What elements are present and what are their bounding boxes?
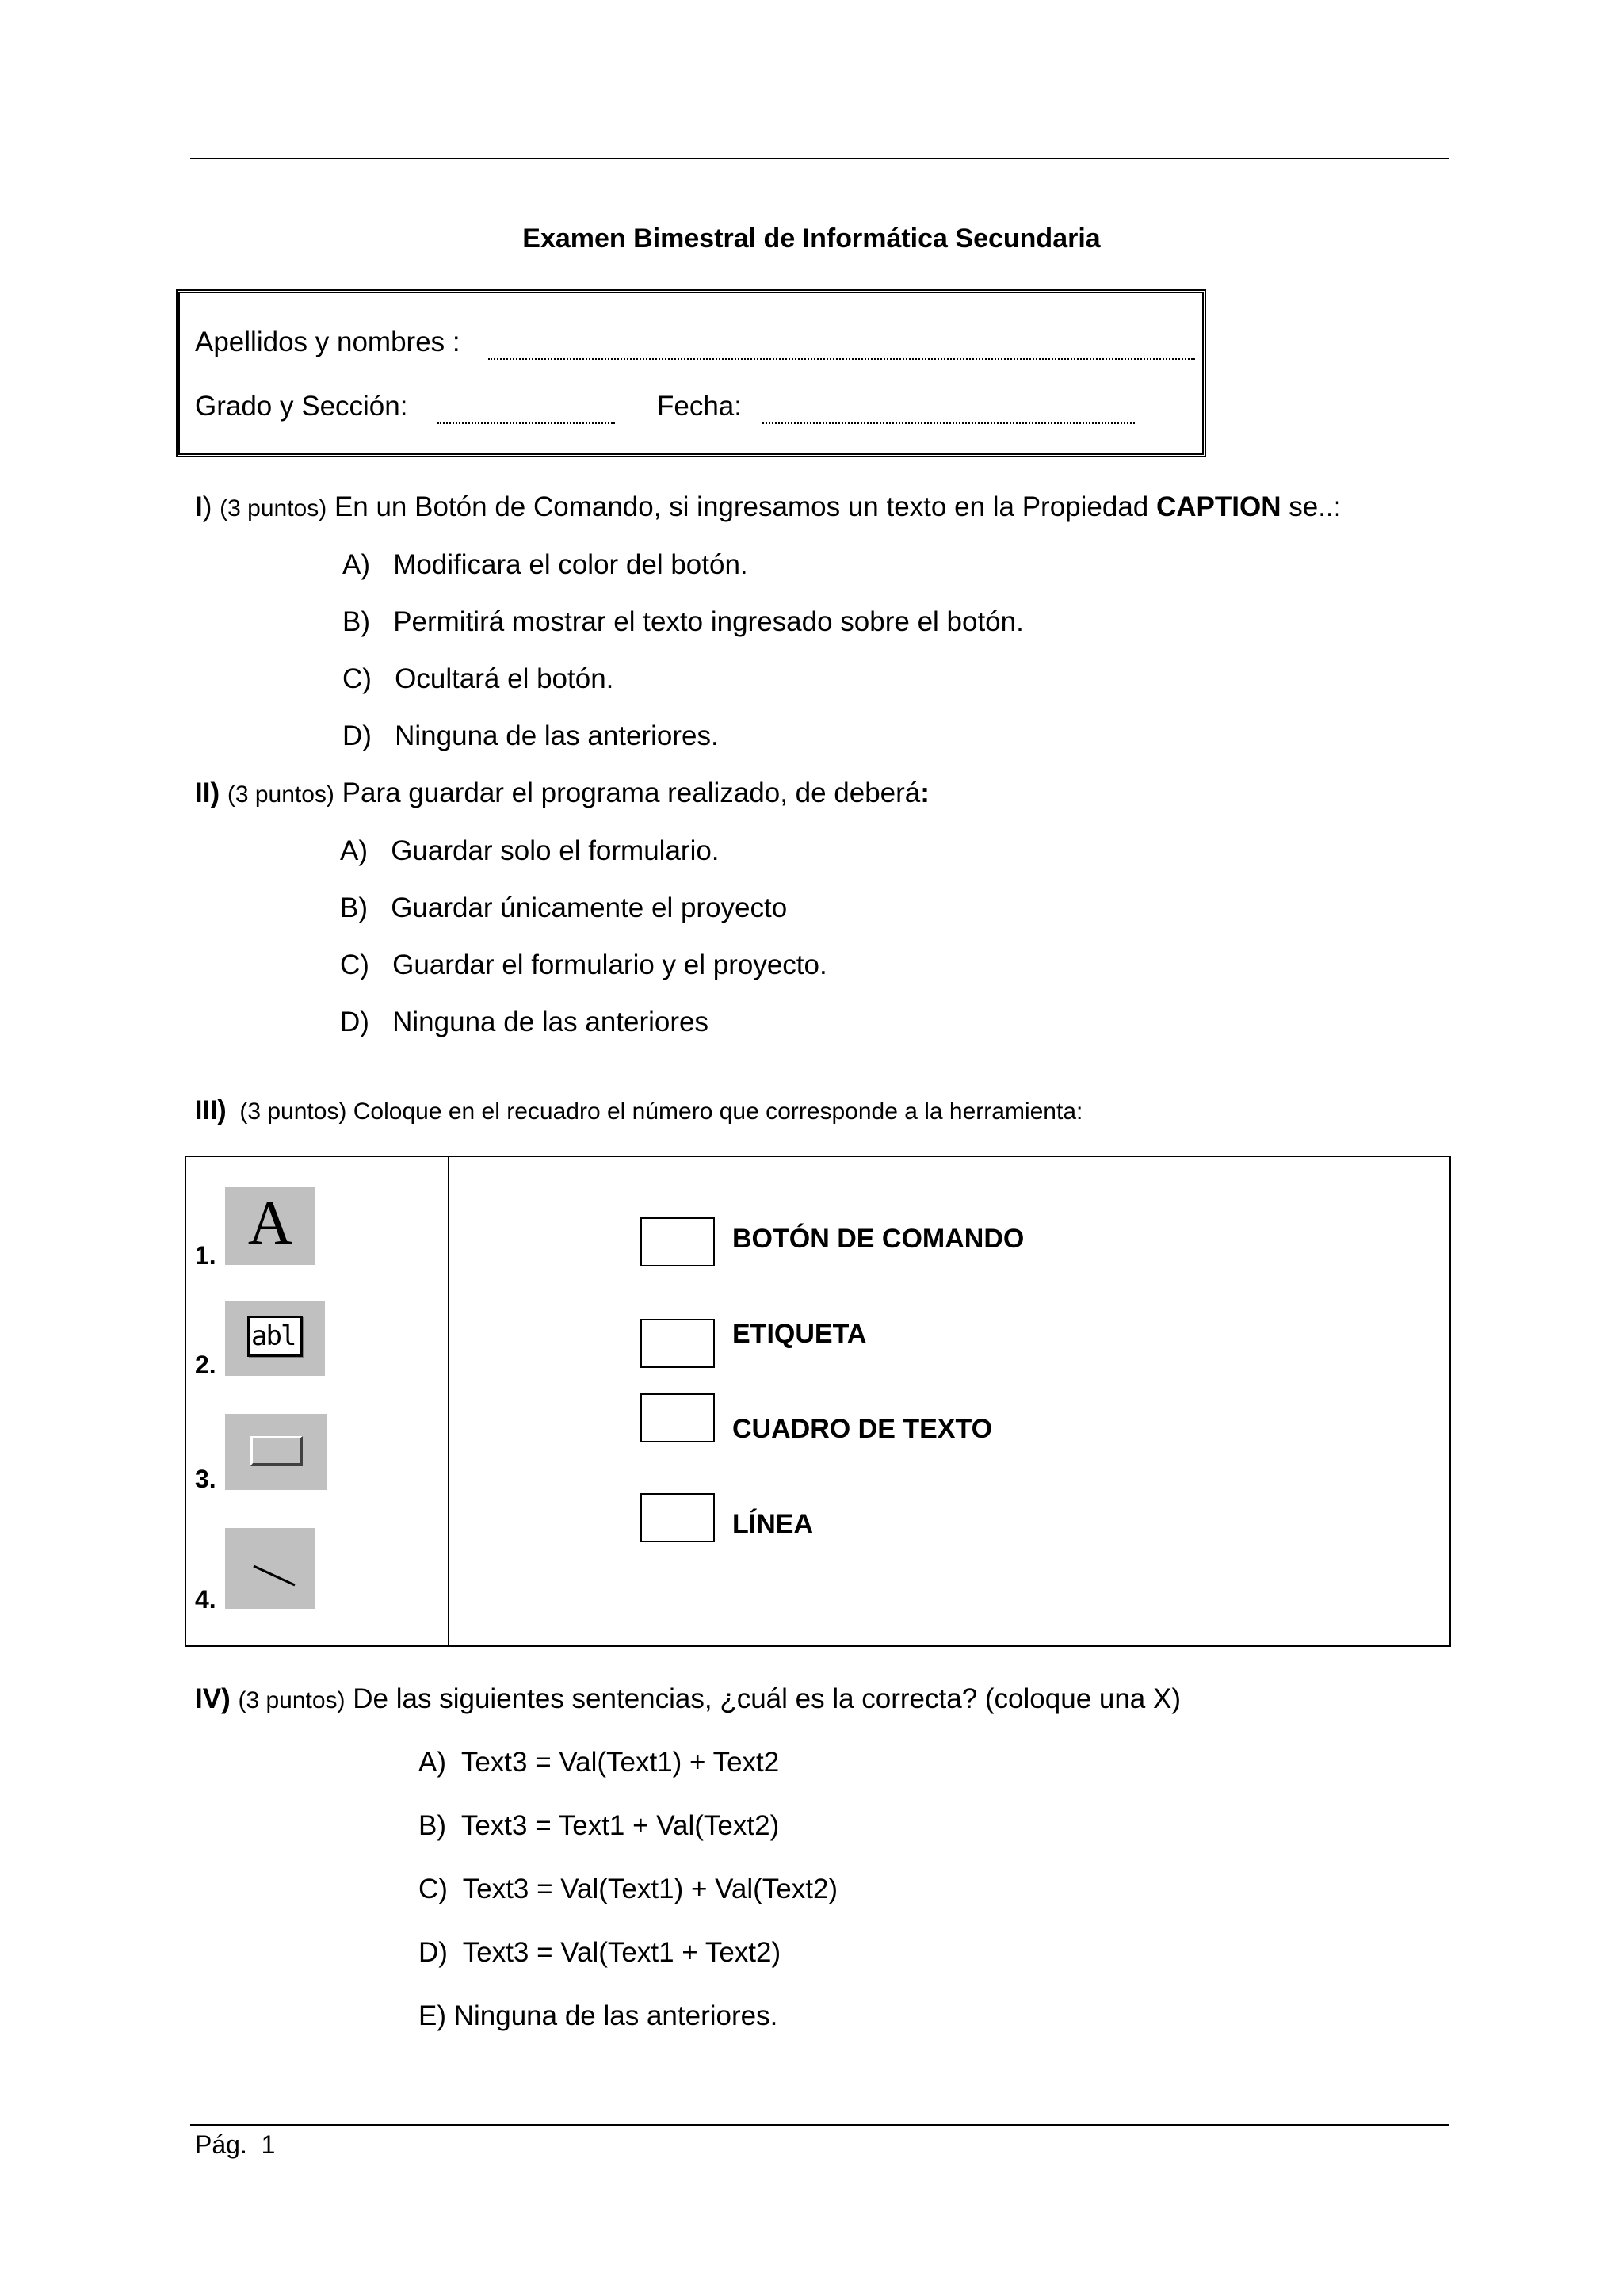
question-1-number: I [195,491,203,522]
page-title: Examen Bimestral de Informática Secundaria [522,223,1101,254]
question-3-points: (3 puntos) [239,1098,347,1125]
question-3-number: III) [195,1095,227,1125]
grade-field[interactable] [437,422,615,424]
question-2-text: Para guardar el programa realizado, de deberá [342,777,921,808]
term-command-button: BOTÓN DE COMANDO [732,1224,1025,1254]
q2-option-c[interactable]: C) Guardar el formulario y el proyecto. [340,949,827,980]
question-3 [195,1095,1083,1126]
q2-option-d[interactable]: D) Ninguna de las anteriores [340,1007,708,1037]
question-4 [195,1683,1181,1715]
tool-number-3: 3. [195,1465,216,1493]
tool-number-2: 2. [195,1350,216,1379]
name-field[interactable] [488,358,1195,360]
question-1-points: (3 puntos) [220,495,327,521]
q1-option-a[interactable]: A) Modificara el color del botón. [342,549,748,580]
tool-number-4: 4. [195,1585,216,1614]
q4-option-a[interactable]: A) Text3 = Val(Text1) + Text2 [418,1747,780,1778]
q1-option-b[interactable]: B) Permitirá mostrar el texto ingresado sobre el botón. [342,606,1024,637]
term-textbox: CUADRO DE TEXTO [732,1414,993,1444]
q4-option-d[interactable]: D) Text3 = Val(Text1 + Text2) [418,1937,781,1968]
question-2: II) (3 puntos) Para guardar el programa realizado, de deberá: [195,777,930,808]
line-glyph [225,1528,315,1609]
question-4-points: (3 puntos) [238,1687,346,1713]
question-1: I) (3 puntos) En un Botón de Comando, si ingresamos un texto en la Propiedad CAPTION se..: [195,491,1342,522]
q1-option-d[interactable]: D) Ninguna de las anteriores. [342,720,719,751]
student-info-box [176,289,1206,457]
page-number: Pág. 1 [195,2130,276,2159]
textbox-tool-icon: abl [225,1301,325,1376]
answer-box-1[interactable] [640,1217,715,1266]
date-label: Fecha: [657,391,742,422]
question-4-number: IV) [195,1683,231,1714]
header-rule [190,158,1449,159]
answer-box-4[interactable] [640,1493,715,1542]
term-label: ETIQUETA [732,1319,867,1349]
term-line: LÍNEA [732,1509,813,1539]
line-tool-icon [225,1528,315,1609]
question-2-points: (3 puntos) [227,781,334,808]
q1-option-c[interactable]: C) Ocultará el botón. [342,663,614,694]
grade-label: Grado y Sección: [195,391,408,422]
q4-option-b[interactable]: B) Text3 = Text1 + Val(Text2) [418,1810,780,1841]
label-tool-icon: A [225,1187,315,1265]
question-4-text: De las siguientes sentencias, ¿cuál es la correcta? (coloque una X) [353,1683,1182,1714]
footer-rule [190,2124,1449,2126]
question-1-keyword: CAPTION [1156,491,1281,522]
table-divider [448,1157,449,1645]
q2-option-a[interactable]: A) Guardar solo el formulario. [340,835,720,866]
q4-option-e[interactable]: E) Ninguna de las anteriores. [418,2000,778,2031]
tool-number-1: 1. [195,1241,216,1270]
answer-box-2[interactable] [640,1319,715,1368]
answer-box-3[interactable] [640,1393,715,1442]
command-button-tool-icon [225,1414,327,1490]
question-2-number: II) [195,777,220,808]
name-label: Apellidos y nombres : [195,327,460,357]
date-field[interactable] [762,422,1135,424]
question-1-text: En un Botón de Comando, si ingresamos un texto en la Propiedad [334,491,1149,522]
question-3-text: Coloque en el recuadro el número que corresponde a la herramienta: [353,1098,1083,1125]
q2-option-b[interactable]: B) Guardar únicamente el proyecto [340,892,788,923]
q4-option-c[interactable]: C) Text3 = Val(Text1) + Val(Text2) [418,1874,838,1904]
